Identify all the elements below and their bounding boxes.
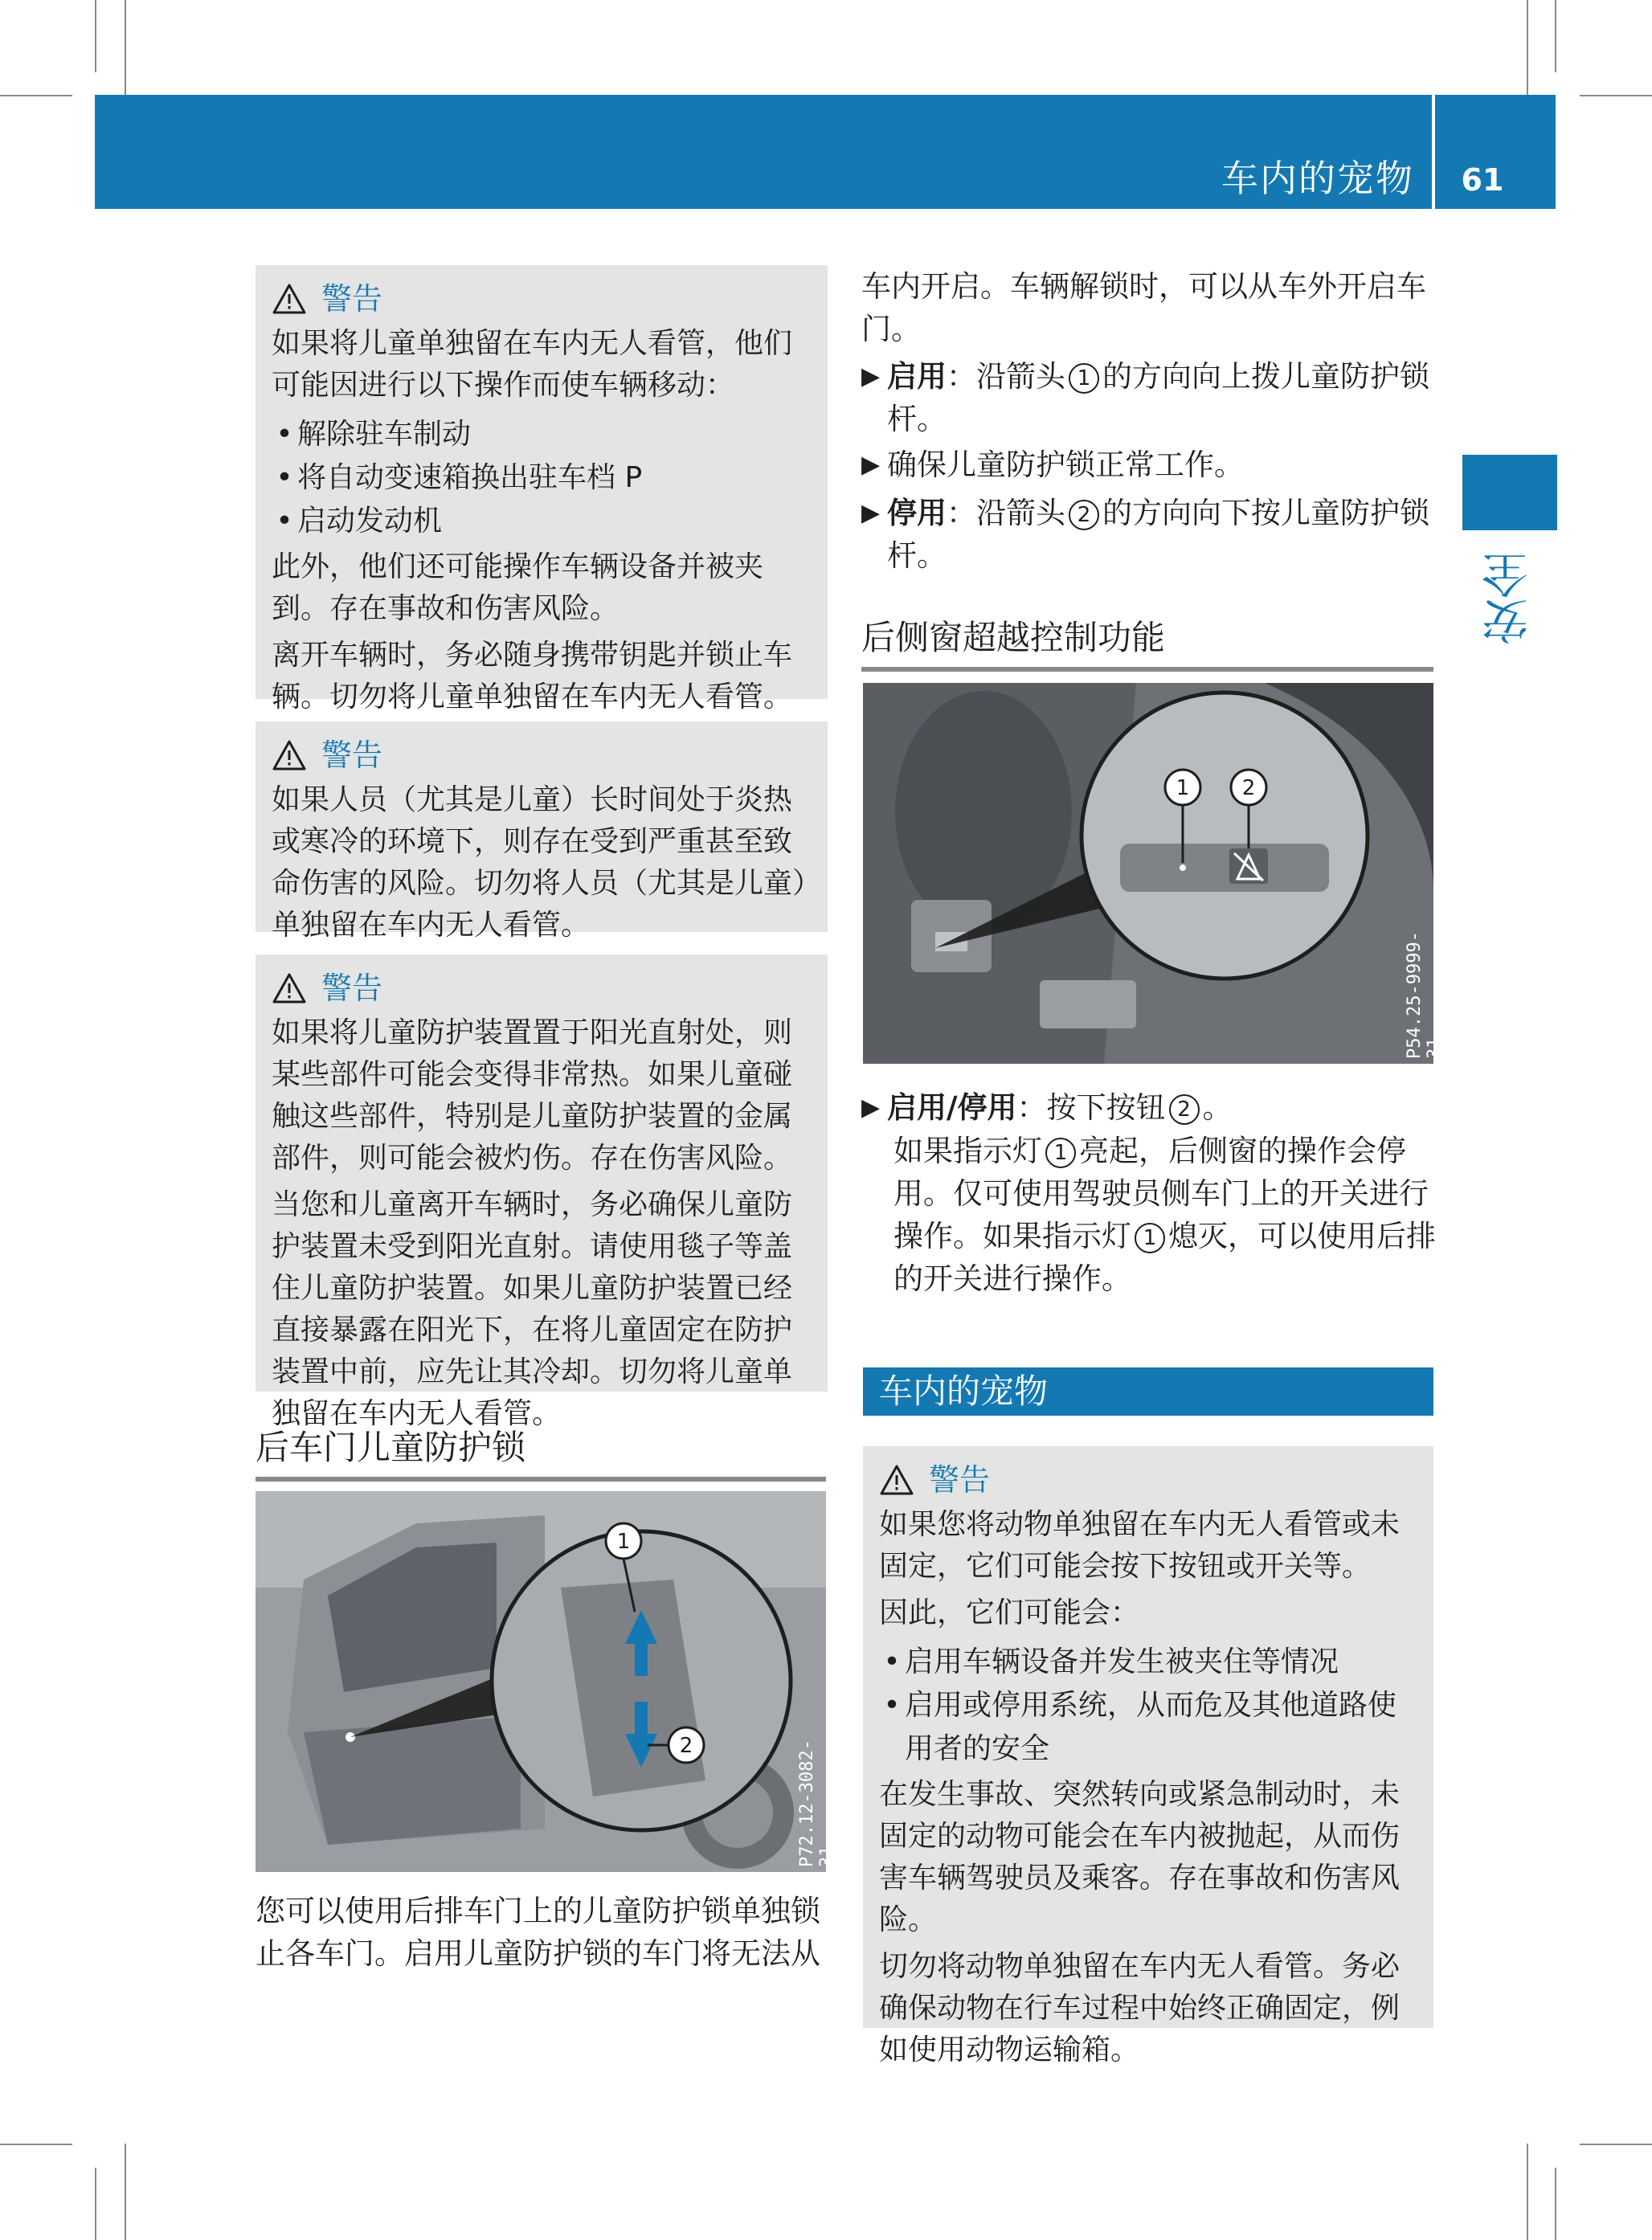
warning-box	[256, 954, 828, 1430]
warning-label: 警告	[321, 738, 383, 773]
crop-mark	[95, 2168, 96, 2240]
header-divider	[1432, 95, 1435, 209]
step-arrow-icon: ▶	[861, 451, 881, 479]
callout-1-label: 1	[1176, 776, 1190, 800]
warning-triangle-icon	[272, 283, 307, 315]
callout-2-label: 2	[1241, 776, 1256, 800]
callout-2-label: 2	[679, 1734, 693, 1758]
warning-bullets	[879, 1641, 1417, 1771]
side-tab-label: 安全	[1482, 552, 1536, 645]
crop-mark	[95, 0, 96, 72]
warning-triangle-icon	[272, 972, 307, 1004]
figure-code: P54.25-9999-31	[1405, 931, 1445, 1059]
crop-mark	[1580, 95, 1652, 96]
warning-label: 警告	[321, 971, 383, 1006]
section-title-pets: 车内的宠物	[863, 1367, 1433, 1416]
crop-mark	[0, 2144, 72, 2145]
warning-text: 此外，他们还可能操作车辆设备并被夹到。存在事故和伤害风险。	[272, 550, 764, 625]
crop-mark	[1555, 0, 1556, 72]
callout-ref: 2	[1169, 1094, 1200, 1125]
warning-box	[256, 265, 828, 713]
warning-heading	[879, 1459, 1417, 1501]
warning-box	[863, 1446, 1433, 2066]
callout-ref: 1	[1135, 1223, 1165, 1253]
crop-mark	[1527, 0, 1528, 95]
warning-text: 因此，它们可能会：	[879, 1596, 1140, 1629]
section-title-rear-window: 后侧窗超越控制功能	[861, 614, 1433, 672]
callout-ref: 1	[1069, 363, 1099, 394]
step-enable-lock: ▶ 启用：沿箭头 1 的方向向上拨儿童防护锁杆。	[861, 355, 1437, 440]
rear-door-figure	[256, 1491, 837, 1872]
rear-door-lock-text-continued: 车内开启。车辆解锁时，可以从车外开启车门。	[861, 269, 1426, 346]
page-title: 车内的宠物	[1221, 157, 1414, 200]
warning-text: 当您和儿童离开车辆时，务必确保儿童防护装置未受到阳光直射。请使用毯子等盖住儿童防护装置。如果儿童防护装置已经直接暴露在阳光下，在将儿童固定在防护装置中前，应先让其冷却。切勿将儿童单独留在车内无人看管。	[272, 1188, 793, 1430]
figure-code: P72.12-3082-31	[797, 1739, 837, 1867]
rear-door-illustration	[256, 1491, 826, 1872]
section-title-rear-door-lock: 后车门儿童防护锁	[256, 1424, 826, 1482]
warning-text: 切勿将动物单独留在车内无人看管。务必确保动物在行车过程中始终正确固定，例如使用动物运输箱。	[879, 1950, 1401, 2066]
warning-bullets	[272, 413, 812, 543]
list-item: • 启用车辆设备并发生被夹住等情况	[883, 1645, 1339, 1678]
callout-1-label: 1	[616, 1530, 631, 1554]
rear-window-illustration	[863, 683, 1433, 1064]
warning-text: 如果人员（尤其是儿童）长时间处于炎热或寒冷的环境下，则存在受到严重甚至致命伤害的风险。切勿将人员（尤其是儿童）单独留在车内无人看管。	[272, 783, 808, 942]
list-item: • 启动发动机	[276, 505, 443, 538]
rear-door-lock-text: 您可以使用后排车门上的儿童防护锁单独锁止各车门。启用儿童防护锁的车门将无法从	[256, 1894, 820, 1971]
warning-box	[256, 721, 828, 942]
step-disable-lock: ▶ 停用：沿箭头 2 的方向向下按儿童防护锁杆。	[861, 492, 1437, 577]
crop-mark	[0, 95, 72, 96]
crop-mark	[125, 0, 126, 95]
list-item: • 启用或停用系统，从而危及其他道路使用者的安全	[883, 1689, 1397, 1765]
warning-label: 警告	[321, 281, 383, 317]
step-check-lock: ▶ 确保儿童防护锁正常工作。	[861, 444, 1437, 486]
step-arrow-icon: ▶	[861, 362, 881, 390]
step-toggle-override: ▶ 启用/停用：按下按钮 2 。	[861, 1086, 1437, 1129]
step-arrow-icon: ▶	[861, 1093, 881, 1122]
list-item: • 将自动变速箱换出驻车档 P	[276, 461, 643, 494]
warning-heading	[272, 734, 812, 776]
warning-text: 如果您将动物单独留在车内无人看管或未固定，它们可能会按下按钮或开关等。	[879, 1508, 1401, 1583]
step-arrow-icon: ▶	[861, 499, 881, 527]
warning-text: 如果将儿童防护装置置于阳光直射处，则某些部件可能会变得非常热。如果儿童碰触这些部件，特别是儿童防护装置的金属部件，则可能会被灼伤。存在伤害风险。	[272, 1016, 793, 1175]
rear-window-detail: 如果指示灯 1 亮起，后侧窗的操作会停用。仅可使用驾驶员侧车门上的开关进行操作。如果指示灯 1 熄灭，可以使用后排的开关进行操作。	[893, 1134, 1436, 1296]
crop-mark	[1527, 2144, 1528, 2240]
warning-heading	[272, 967, 812, 1009]
warning-text: 离开车辆时，务必随身携带钥匙并锁止车辆。切勿将儿童单独留在车内无人看管。	[272, 639, 793, 713]
crop-mark	[1555, 2168, 1556, 2240]
page-number: 61	[1461, 162, 1504, 198]
warning-triangle-icon	[272, 739, 307, 771]
list-item: • 解除驻车制动	[276, 418, 472, 451]
callout-ref: 1	[1045, 1138, 1076, 1168]
crop-mark	[1580, 2144, 1652, 2145]
rear-window-figure	[863, 683, 1445, 1064]
warning-heading	[272, 278, 812, 320]
crop-mark	[125, 2144, 126, 2240]
warning-text: 在发生事故、突然转向或紧急制动时，未固定的动物可能会在车内被抛起，从而伤害车辆驾驶员及乘客。存在事故和伤害风险。	[879, 1778, 1401, 1936]
warning-label: 警告	[929, 1462, 991, 1498]
side-tab	[1462, 455, 1557, 530]
warning-text: 如果将儿童单独留在车内无人看管，他们可能因进行以下操作而使车辆移动：	[272, 327, 793, 402]
callout-ref: 2	[1069, 500, 1099, 530]
warning-triangle-icon	[879, 1464, 914, 1496]
